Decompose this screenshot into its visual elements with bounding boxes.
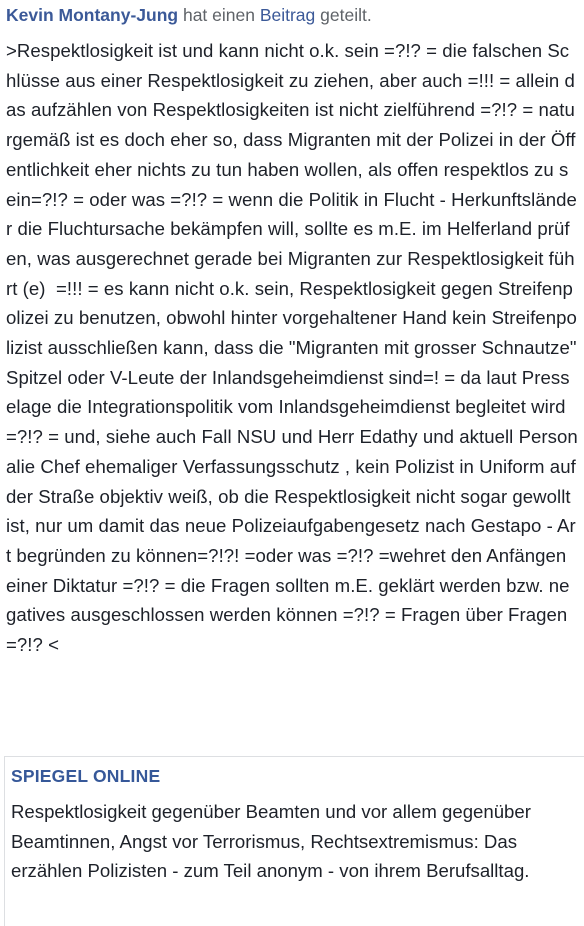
header-action-suffix: geteilt. bbox=[315, 5, 372, 25]
link-preview-source[interactable]: SPIEGEL ONLINE bbox=[11, 766, 161, 786]
author-name-link[interactable]: Kevin Montany-Jung bbox=[6, 5, 179, 25]
header-action-text: hat einen bbox=[178, 5, 260, 25]
post-header bbox=[0, 0, 584, 28]
post-body-text: >Respektlosigkeit ist und kann nicht o.k. sein =?!? = die falschen Schlüsse aus einer Respektlosigkeit zu ziehen, aber auch =!!! = allein das aufzählen von Respektlosigkeiten ist nicht zielführend =?!? = naturgemäß ist es doch eher so, dass Migranten mit der Polizei in der Öffentlichkeit eher nichts zu tun haben wollen, als offen respektlos zu sein=?!? = oder was =?!? = wenn die Politik in Flucht - Herkunftsländer die Fluchtursache bekämpfen will, sollte es m.E. im Helferland prüfen, was ausgerechnet gerade bei Migranten zur Respektlosigkeit führt (e) =!!! = es kann nicht o.k. sein, Respektlosigkeit gegen Streifenpolizei zu benutzen, obwohl hinter vorgehaltener Hand kein Streifenpolizist ausschließen kann, dass die "Migranten mit grosser Schnautze" Spitzel oder V-Leute der Inlandsgeheimdienst sind=! = da laut Presselage die Integrationspolitik vom Inlandsgeheimdienst begleitet wird =?!? = und, siehe auch Fall NSU und Herr Edathy und aktuell Personalie Chef ehemaliger Verfassungsschutz , kein Polizist in Uniform auf der Straße objektiv weiß, ob die Respektlosigkeit nicht sogar gewollt ist, nur um damit das neue Polizeiaufgabengesetz nach Gestapo - Art begründen zu können=?!?! =oder was =?!? =wehret den Anfängen einer Diktatur =?!? = die Fragen sollten m.E. geklärt werden bzw. negatives ausgeschlossen werden können =?!? = Fragen über Fragen =?!? < bbox=[6, 40, 582, 656]
post-link[interactable]: Beitrag bbox=[259, 5, 316, 25]
link-preview-description: Respektlosigkeit gegenüber Beamten und vor allem gegenüber Beamtinnen, Angst vor Terrorismus, Rechtsextremismus: Das erzählen Polizisten - zum Teil anonym - von ihrem Berufsalltag. bbox=[11, 801, 531, 882]
link-preview-card[interactable] bbox=[4, 756, 584, 926]
